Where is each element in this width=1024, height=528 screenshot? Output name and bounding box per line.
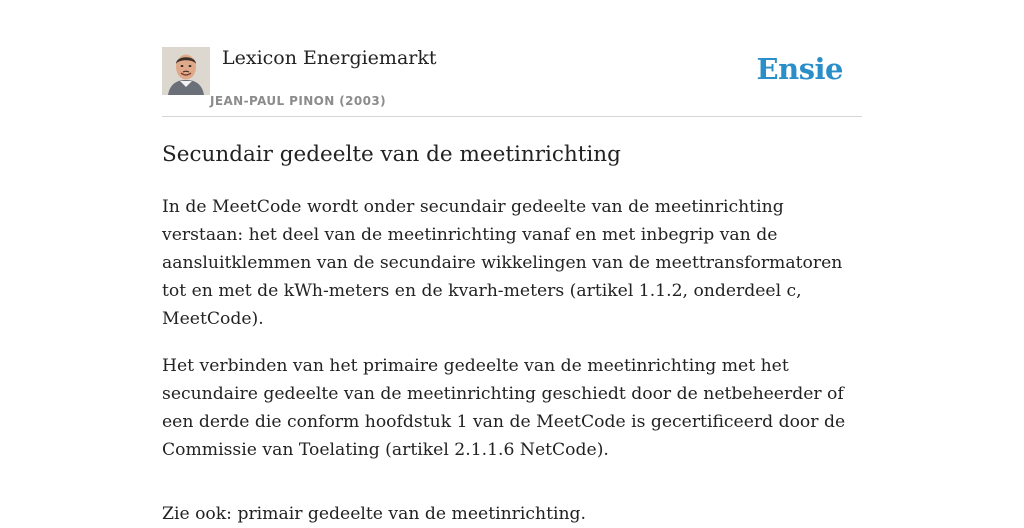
author-portrait-icon xyxy=(162,47,210,95)
article-paragraph-1: In de MeetCode wordt onder secundair gedeelte van de meetinrichting verstaan: het deel van de meetinrichting vanaf en met inbegrip van de aansluitklemmen van de secundaire wikkelingen van de meettransformatoren tot en met de kWh-meters en de kvarh-meters (artikel 1.1.2, onderdeel c, MeetCode). xyxy=(162,197,843,329)
page-header xyxy=(162,46,862,117)
site-title[interactable]: Lexicon Energiemarkt xyxy=(222,47,437,69)
article-content xyxy=(162,140,862,528)
article-title: Secundair gedeelte van de meetinrichting xyxy=(162,142,621,167)
author-name[interactable]: JEAN-PAUL PINON (2003) xyxy=(210,94,387,108)
author-avatar[interactable] xyxy=(162,47,210,95)
ensie-logo[interactable]: Ensie xyxy=(756,52,843,86)
article-paragraph-2: Het verbinden van het primaire gedeelte van de meetinrichting met het secundaire gedeelte van de meetinrichting geschiedt door de netbeheerder of een derde die conform hoofdstuk 1 van de MeetCode is gecertificeerd door de Commissie van Toelating (artikel 2.1.1.6 NetCode). xyxy=(162,356,846,460)
see-also-text: Zie ook: primair gedeelte van de meetinrichting. xyxy=(162,504,587,524)
